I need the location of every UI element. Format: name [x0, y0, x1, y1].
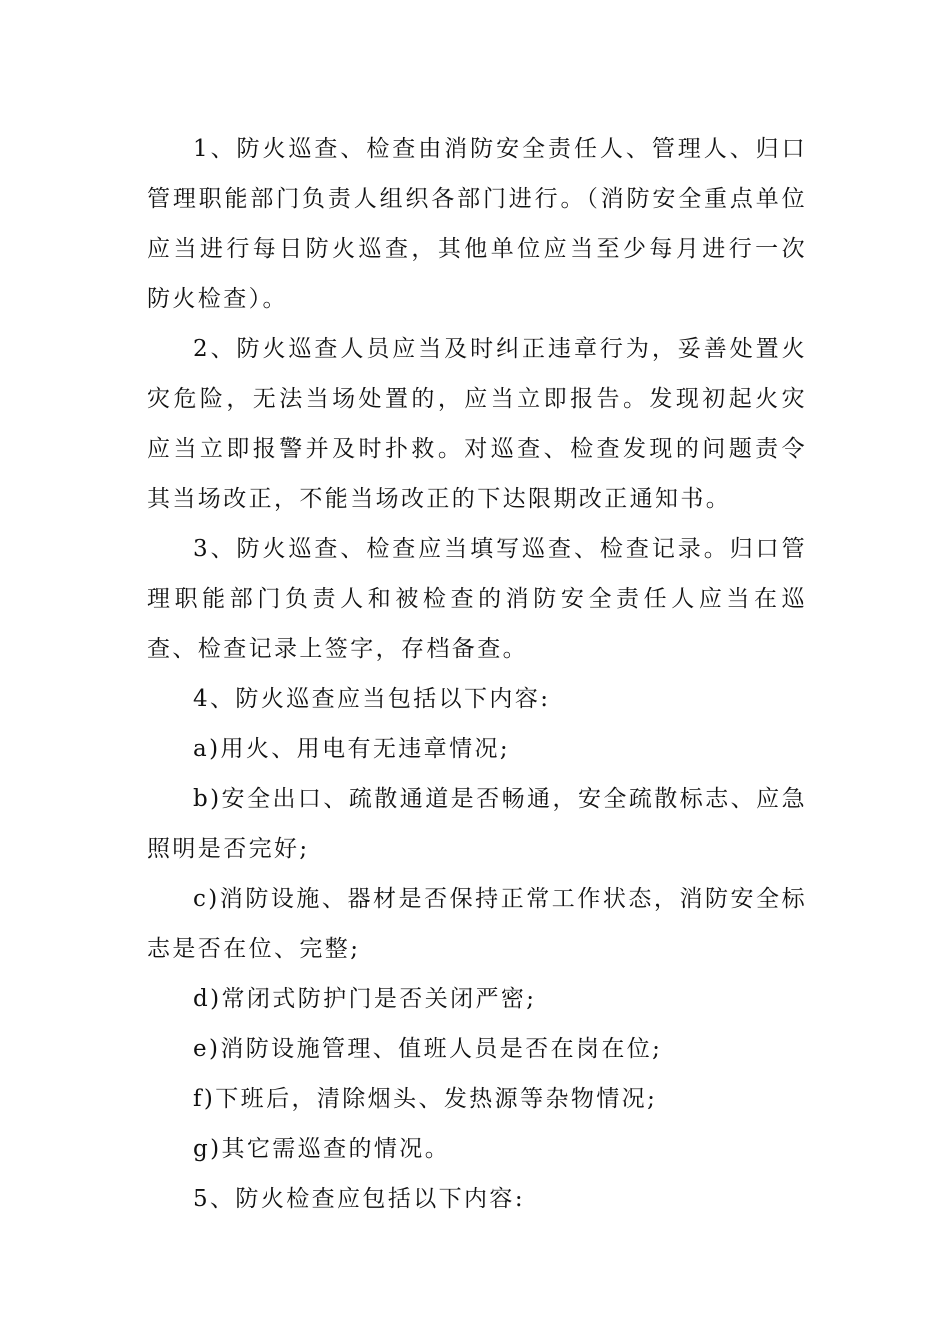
- list-item-b: b)安全出口、疏散通道是否畅通，安全疏散标志、应急照明是否完好;: [147, 786, 807, 862]
- paragraph-5-inspection-contents-heading: 5、防火检查应包括以下内容:: [193, 1186, 525, 1212]
- list-item-a: a)用火、用电有无违章情况;: [193, 736, 511, 762]
- list-item-d: d)常闭式防护门是否关闭严密;: [193, 986, 537, 1012]
- list-item-c: c)消防设施、器材是否保持正常工作状态，消防安全标志是否在位、完整;: [147, 886, 807, 962]
- paragraph-3-records: 3、防火巡查、检查应当填写巡查、检查记录。归口管理职能部门负责人和被检查的消防安全责任人应当在巡查、检查记录上签字，存档备查。: [147, 536, 807, 662]
- paragraph-2-patrol-duties: 2、防火巡查人员应当及时纠正违章行为，妥善处置火灾危险，无法当场处置的，应当立即报告。发现初起火灾应当立即报警并及时扑救。对巡查、检查发现的问题责令其当场改正，不能当场改正的下达限期改正通知书。: [147, 336, 807, 512]
- list-item-e: e)消防设施管理、值班人员是否在岗在位;: [193, 1036, 663, 1062]
- list-item-g: g)其它需巡查的情况。: [193, 1136, 451, 1162]
- paragraph-4-patrol-contents-heading: 4、防火巡查应当包括以下内容:: [193, 686, 551, 712]
- list-item-f: f)下班后，清除烟头、发热源等杂物情况;: [193, 1086, 658, 1112]
- paragraph-1-patrol-organization: 1、防火巡查、检查由消防安全责任人、管理人、归口管理职能部门负责人组织各部门进行。（消防安全重点单位应当进行每日防火巡查，其他单位应当至少每月进行一次防火检查）。: [147, 136, 807, 312]
- document-body: [147, 124, 807, 1224]
